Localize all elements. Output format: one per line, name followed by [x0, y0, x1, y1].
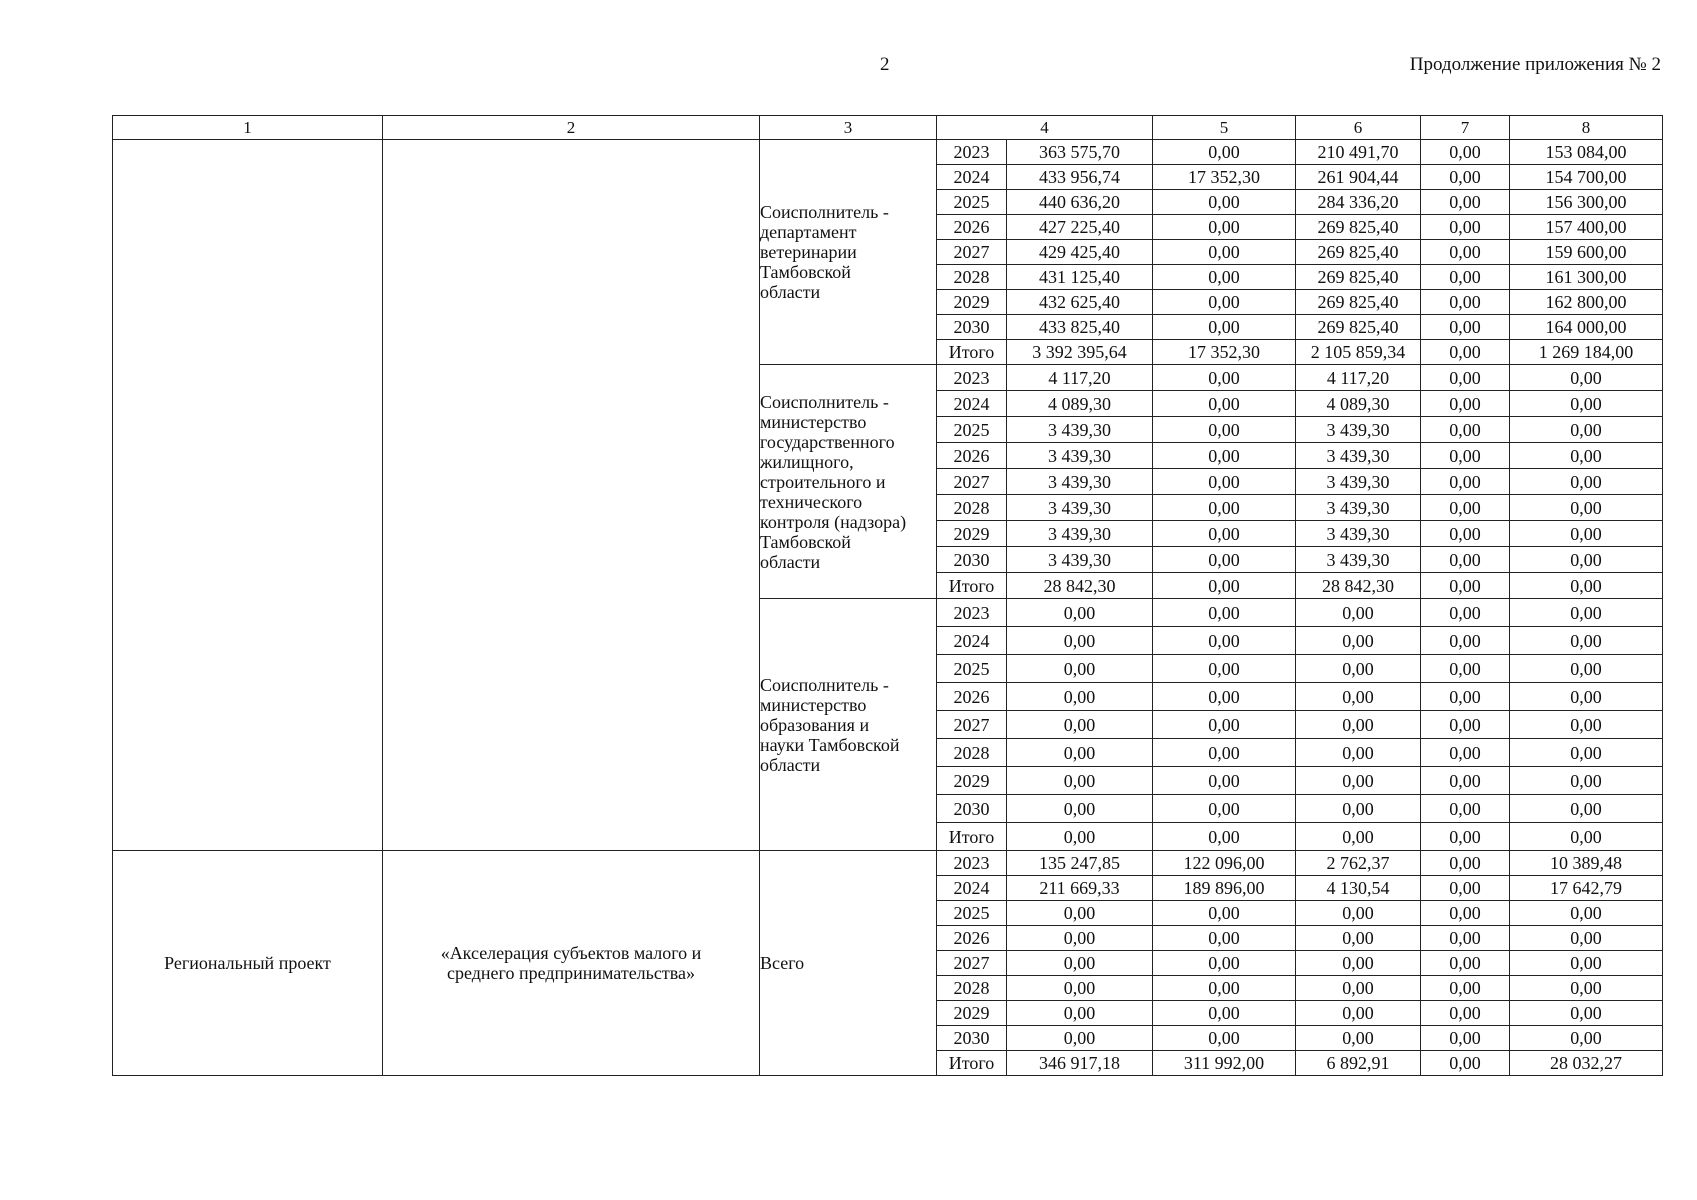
year-cell: 2025 — [937, 417, 1007, 443]
value-cell-6: 0,00 — [1296, 823, 1421, 851]
year-cell: 2027 — [937, 951, 1007, 976]
value-cell-8: 0,00 — [1510, 417, 1663, 443]
year-cell: 2023 — [937, 851, 1007, 876]
value-cell-7: 0,00 — [1421, 469, 1510, 495]
value-cell-6: 0,00 — [1296, 767, 1421, 795]
value-cell-5: 0,00 — [1153, 926, 1296, 951]
value-cell-7: 0,00 — [1421, 795, 1510, 823]
column-header-4: 4 — [937, 116, 1153, 140]
year-cell: 2030 — [937, 315, 1007, 340]
value-cell-5: 0,00 — [1153, 315, 1296, 340]
value-cell-4: 0,00 — [1007, 901, 1153, 926]
value-cell-6: 0,00 — [1296, 655, 1421, 683]
value-cell-5: 0,00 — [1153, 443, 1296, 469]
value-cell-7: 0,00 — [1421, 240, 1510, 265]
value-cell-6: 3 439,30 — [1296, 417, 1421, 443]
value-cell-4: 135 247,85 — [1007, 851, 1153, 876]
value-cell-8: 0,00 — [1510, 1001, 1663, 1026]
year-cell: 2028 — [937, 739, 1007, 767]
value-cell-4: 440 636,20 — [1007, 190, 1153, 215]
value-cell-6: 0,00 — [1296, 1026, 1421, 1051]
value-cell-8: 0,00 — [1510, 365, 1663, 391]
value-cell-8: 164 000,00 — [1510, 315, 1663, 340]
section-name-cell: Региональный проект — [113, 851, 383, 1076]
value-cell-4: 211 669,33 — [1007, 876, 1153, 901]
year-cell: 2025 — [937, 190, 1007, 215]
value-cell-8: 0,00 — [1510, 795, 1663, 823]
value-cell-8: 162 800,00 — [1510, 290, 1663, 315]
value-cell-8: 0,00 — [1510, 739, 1663, 767]
value-cell-7: 0,00 — [1421, 290, 1510, 315]
value-cell-6: 4 117,20 — [1296, 365, 1421, 391]
value-cell-8: 28 032,27 — [1510, 1051, 1663, 1076]
value-cell-4: 3 439,30 — [1007, 495, 1153, 521]
value-cell-4: 3 439,30 — [1007, 443, 1153, 469]
value-cell-8: 0,00 — [1510, 655, 1663, 683]
value-cell-8: 1 269 184,00 — [1510, 340, 1663, 365]
value-cell-4: 3 439,30 — [1007, 521, 1153, 547]
value-cell-7: 0,00 — [1421, 951, 1510, 976]
value-cell-6: 0,00 — [1296, 599, 1421, 627]
value-cell-7: 0,00 — [1421, 1026, 1510, 1051]
value-cell-5: 0,00 — [1153, 190, 1296, 215]
value-cell-4: 0,00 — [1007, 1001, 1153, 1026]
value-cell-6: 4 130,54 — [1296, 876, 1421, 901]
column-header-1: 1 — [113, 116, 383, 140]
value-cell-6: 261 904,44 — [1296, 165, 1421, 190]
value-cell-7: 0,00 — [1421, 265, 1510, 290]
value-cell-5: 0,00 — [1153, 627, 1296, 655]
value-cell-7: 0,00 — [1421, 767, 1510, 795]
value-cell-4: 432 625,40 — [1007, 290, 1153, 315]
value-cell-6: 269 825,40 — [1296, 215, 1421, 240]
value-cell-8: 0,00 — [1510, 711, 1663, 739]
value-cell-6: 3 439,30 — [1296, 521, 1421, 547]
year-cell: 2024 — [937, 627, 1007, 655]
value-cell-6: 269 825,40 — [1296, 290, 1421, 315]
value-cell-6: 3 439,30 — [1296, 547, 1421, 573]
section-title-cell — [383, 140, 760, 851]
value-cell-8: 0,00 — [1510, 573, 1663, 599]
section-title-cell: «Акселерация субъектов малого и среднего предпринимательства» — [383, 851, 760, 1076]
year-cell: 2026 — [937, 926, 1007, 951]
value-cell-7: 0,00 — [1421, 739, 1510, 767]
value-cell-5: 0,00 — [1153, 767, 1296, 795]
value-cell-8: 0,00 — [1510, 767, 1663, 795]
year-cell: 2024 — [937, 165, 1007, 190]
value-cell-8: 0,00 — [1510, 443, 1663, 469]
value-cell-5: 0,00 — [1153, 711, 1296, 739]
value-cell-6: 6 892,91 — [1296, 1051, 1421, 1076]
value-cell-6: 0,00 — [1296, 1001, 1421, 1026]
section-name-cell — [113, 140, 383, 851]
year-cell: 2024 — [937, 876, 1007, 901]
value-cell-8: 0,00 — [1510, 683, 1663, 711]
column-header-8: 8 — [1510, 116, 1663, 140]
value-cell-8: 0,00 — [1510, 1026, 1663, 1051]
value-cell-4: 0,00 — [1007, 655, 1153, 683]
year-cell: 2026 — [937, 215, 1007, 240]
year-cell: 2029 — [937, 1001, 1007, 1026]
year-cell: Итого — [937, 823, 1007, 851]
value-cell-8: 0,00 — [1510, 521, 1663, 547]
value-cell-6: 0,00 — [1296, 627, 1421, 655]
value-cell-7: 0,00 — [1421, 417, 1510, 443]
value-cell-5: 0,00 — [1153, 823, 1296, 851]
value-cell-7: 0,00 — [1421, 165, 1510, 190]
year-cell: Итого — [937, 1051, 1007, 1076]
year-cell: 2027 — [937, 240, 1007, 265]
value-cell-7: 0,00 — [1421, 495, 1510, 521]
value-cell-5: 0,00 — [1153, 265, 1296, 290]
value-cell-4: 3 439,30 — [1007, 417, 1153, 443]
value-cell-6: 0,00 — [1296, 976, 1421, 1001]
value-cell-5: 0,00 — [1153, 290, 1296, 315]
value-cell-7: 0,00 — [1421, 1051, 1510, 1076]
year-cell: 2026 — [937, 683, 1007, 711]
appendix-continuation-note: Продолжение приложения № 2 — [1409, 54, 1661, 75]
value-cell-7: 0,00 — [1421, 573, 1510, 599]
value-cell-7: 0,00 — [1421, 711, 1510, 739]
value-cell-7: 0,00 — [1421, 599, 1510, 627]
value-cell-5: 0,00 — [1153, 951, 1296, 976]
value-cell-7: 0,00 — [1421, 340, 1510, 365]
year-cell: Итого — [937, 573, 1007, 599]
table-row — [113, 851, 1663, 876]
year-cell: 2026 — [937, 443, 1007, 469]
year-cell: 2023 — [937, 599, 1007, 627]
table-body — [113, 116, 1663, 1076]
value-cell-8: 154 700,00 — [1510, 165, 1663, 190]
value-cell-8: 153 084,00 — [1510, 140, 1663, 165]
value-cell-4: 433 956,74 — [1007, 165, 1153, 190]
value-cell-7: 0,00 — [1421, 655, 1510, 683]
year-cell: 2027 — [937, 469, 1007, 495]
value-cell-5: 0,00 — [1153, 215, 1296, 240]
value-cell-5: 17 352,30 — [1153, 340, 1296, 365]
value-cell-6: 0,00 — [1296, 901, 1421, 926]
value-cell-5: 0,00 — [1153, 1026, 1296, 1051]
executor-cell: Всего — [760, 851, 937, 1076]
value-cell-4: 0,00 — [1007, 951, 1153, 976]
value-cell-8: 161 300,00 — [1510, 265, 1663, 290]
value-cell-4: 0,00 — [1007, 926, 1153, 951]
executor-cell: Соисполнитель - министерство государственного жилищного, строительного и технического контроля (надзора) Тамбовской области — [760, 365, 937, 599]
value-cell-7: 0,00 — [1421, 315, 1510, 340]
value-cell-8: 0,00 — [1510, 901, 1663, 926]
value-cell-5: 0,00 — [1153, 573, 1296, 599]
column-header-5: 5 — [1153, 116, 1296, 140]
value-cell-4: 0,00 — [1007, 1026, 1153, 1051]
value-cell-5: 0,00 — [1153, 739, 1296, 767]
value-cell-6: 0,00 — [1296, 683, 1421, 711]
value-cell-8: 0,00 — [1510, 976, 1663, 1001]
value-cell-5: 0,00 — [1153, 140, 1296, 165]
value-cell-7: 0,00 — [1421, 976, 1510, 1001]
budget-table — [112, 115, 1663, 1076]
executor-cell: Соисполнитель - министерство образования и науки Тамбовской области — [760, 599, 937, 851]
column-header-6: 6 — [1296, 116, 1421, 140]
value-cell-8: 0,00 — [1510, 599, 1663, 627]
year-cell: 2030 — [937, 795, 1007, 823]
value-cell-5: 122 096,00 — [1153, 851, 1296, 876]
value-cell-7: 0,00 — [1421, 521, 1510, 547]
page-number: 2 — [880, 54, 890, 75]
value-cell-6: 210 491,70 — [1296, 140, 1421, 165]
value-cell-4: 429 425,40 — [1007, 240, 1153, 265]
value-cell-8: 156 300,00 — [1510, 190, 1663, 215]
value-cell-7: 0,00 — [1421, 190, 1510, 215]
value-cell-7: 0,00 — [1421, 547, 1510, 573]
value-cell-4: 0,00 — [1007, 739, 1153, 767]
value-cell-4: 4 117,20 — [1007, 365, 1153, 391]
value-cell-7: 0,00 — [1421, 876, 1510, 901]
value-cell-5: 0,00 — [1153, 547, 1296, 573]
value-cell-5: 189 896,00 — [1153, 876, 1296, 901]
year-cell: 2024 — [937, 391, 1007, 417]
value-cell-5: 311 992,00 — [1153, 1051, 1296, 1076]
value-cell-6: 28 842,30 — [1296, 573, 1421, 599]
value-cell-7: 0,00 — [1421, 823, 1510, 851]
value-cell-4: 431 125,40 — [1007, 265, 1153, 290]
year-cell: 2027 — [937, 711, 1007, 739]
value-cell-6: 3 439,30 — [1296, 495, 1421, 521]
value-cell-4: 3 439,30 — [1007, 469, 1153, 495]
value-cell-7: 0,00 — [1421, 140, 1510, 165]
value-cell-6: 0,00 — [1296, 926, 1421, 951]
value-cell-6: 0,00 — [1296, 739, 1421, 767]
value-cell-7: 0,00 — [1421, 627, 1510, 655]
column-header-2: 2 — [383, 116, 760, 140]
value-cell-4: 0,00 — [1007, 683, 1153, 711]
value-cell-4: 4 089,30 — [1007, 391, 1153, 417]
year-cell: 2028 — [937, 495, 1007, 521]
value-cell-8: 0,00 — [1510, 823, 1663, 851]
value-cell-6: 269 825,40 — [1296, 240, 1421, 265]
value-cell-5: 0,00 — [1153, 495, 1296, 521]
value-cell-6: 269 825,40 — [1296, 315, 1421, 340]
value-cell-8: 0,00 — [1510, 547, 1663, 573]
value-cell-8: 0,00 — [1510, 391, 1663, 417]
value-cell-4: 0,00 — [1007, 599, 1153, 627]
value-cell-6: 0,00 — [1296, 711, 1421, 739]
value-cell-6: 3 439,30 — [1296, 469, 1421, 495]
value-cell-4: 0,00 — [1007, 627, 1153, 655]
value-cell-8: 0,00 — [1510, 926, 1663, 951]
table-row — [113, 140, 1663, 165]
value-cell-6: 269 825,40 — [1296, 265, 1421, 290]
value-cell-4: 433 825,40 — [1007, 315, 1153, 340]
value-cell-8: 0,00 — [1510, 627, 1663, 655]
year-cell: 2028 — [937, 265, 1007, 290]
value-cell-6: 0,00 — [1296, 951, 1421, 976]
year-cell: 2030 — [937, 1026, 1007, 1051]
value-cell-5: 0,00 — [1153, 365, 1296, 391]
year-cell: 2023 — [937, 140, 1007, 165]
value-cell-8: 10 389,48 — [1510, 851, 1663, 876]
value-cell-7: 0,00 — [1421, 215, 1510, 240]
year-cell: 2025 — [937, 901, 1007, 926]
value-cell-7: 0,00 — [1421, 443, 1510, 469]
value-cell-4: 0,00 — [1007, 767, 1153, 795]
value-cell-5: 0,00 — [1153, 469, 1296, 495]
value-cell-5: 0,00 — [1153, 599, 1296, 627]
year-cell: 2025 — [937, 655, 1007, 683]
value-cell-5: 0,00 — [1153, 1001, 1296, 1026]
executor-cell: Соисполнитель - департамент ветеринарии Тамбовской области — [760, 140, 937, 365]
year-cell: 2028 — [937, 976, 1007, 1001]
value-cell-4: 363 575,70 — [1007, 140, 1153, 165]
year-cell: Итого — [937, 340, 1007, 365]
value-cell-7: 0,00 — [1421, 365, 1510, 391]
value-cell-8: 0,00 — [1510, 951, 1663, 976]
value-cell-6: 0,00 — [1296, 795, 1421, 823]
value-cell-5: 0,00 — [1153, 417, 1296, 443]
value-cell-8: 0,00 — [1510, 495, 1663, 521]
column-header-7: 7 — [1421, 116, 1510, 140]
value-cell-7: 0,00 — [1421, 901, 1510, 926]
value-cell-4: 28 842,30 — [1007, 573, 1153, 599]
value-cell-5: 0,00 — [1153, 976, 1296, 1001]
value-cell-6: 2 105 859,34 — [1296, 340, 1421, 365]
value-cell-6: 3 439,30 — [1296, 443, 1421, 469]
value-cell-8: 0,00 — [1510, 469, 1663, 495]
value-cell-4: 0,00 — [1007, 795, 1153, 823]
value-cell-8: 157 400,00 — [1510, 215, 1663, 240]
value-cell-4: 3 392 395,64 — [1007, 340, 1153, 365]
value-cell-7: 0,00 — [1421, 926, 1510, 951]
value-cell-4: 3 439,30 — [1007, 547, 1153, 573]
year-cell: 2023 — [937, 365, 1007, 391]
value-cell-6: 2 762,37 — [1296, 851, 1421, 876]
value-cell-8: 159 600,00 — [1510, 240, 1663, 265]
year-cell: 2030 — [937, 547, 1007, 573]
value-cell-7: 0,00 — [1421, 391, 1510, 417]
value-cell-5: 0,00 — [1153, 683, 1296, 711]
column-header-3: 3 — [760, 116, 937, 140]
value-cell-5: 17 352,30 — [1153, 165, 1296, 190]
value-cell-5: 0,00 — [1153, 391, 1296, 417]
value-cell-4: 0,00 — [1007, 823, 1153, 851]
value-cell-6: 284 336,20 — [1296, 190, 1421, 215]
year-cell: 2029 — [937, 521, 1007, 547]
value-cell-4: 427 225,40 — [1007, 215, 1153, 240]
value-cell-7: 0,00 — [1421, 683, 1510, 711]
value-cell-5: 0,00 — [1153, 795, 1296, 823]
value-cell-8: 17 642,79 — [1510, 876, 1663, 901]
value-cell-4: 346 917,18 — [1007, 1051, 1153, 1076]
value-cell-5: 0,00 — [1153, 521, 1296, 547]
value-cell-7: 0,00 — [1421, 1001, 1510, 1026]
year-cell: 2029 — [937, 290, 1007, 315]
value-cell-5: 0,00 — [1153, 240, 1296, 265]
column-number-row — [113, 116, 1663, 140]
value-cell-4: 0,00 — [1007, 976, 1153, 1001]
value-cell-7: 0,00 — [1421, 851, 1510, 876]
value-cell-6: 4 089,30 — [1296, 391, 1421, 417]
year-cell: 2029 — [937, 767, 1007, 795]
value-cell-5: 0,00 — [1153, 655, 1296, 683]
value-cell-5: 0,00 — [1153, 901, 1296, 926]
value-cell-4: 0,00 — [1007, 711, 1153, 739]
